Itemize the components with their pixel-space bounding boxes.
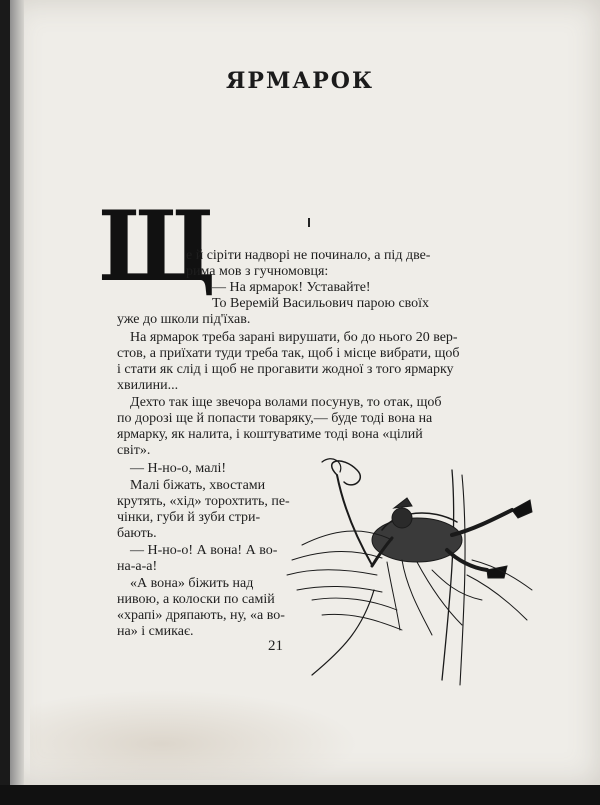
text-line: на» і смикає. xyxy=(117,624,194,639)
text-line: е й сіріти надворі не починало, а під две- xyxy=(186,248,431,263)
text-line: уже до школи під'їхав. xyxy=(117,312,251,327)
paper-stain xyxy=(30,690,360,780)
page-number: 21 xyxy=(268,638,283,654)
text-line: То Веремій Васильович парою своїх xyxy=(212,296,430,311)
text-line: чінки, губи й зуби стри- xyxy=(117,510,261,525)
text-line: хвилини... xyxy=(117,378,179,393)
page-gutter-shadow xyxy=(10,0,24,785)
text-line: і стати як слід і щоб не прогавити жодної з того ярмарку xyxy=(117,362,454,377)
text-line: нивою, а колоски по самій xyxy=(117,592,275,607)
text-line: на-а-а! xyxy=(117,559,158,574)
text-line: рима мов з гучномовця: xyxy=(186,264,329,279)
drop-cap: Щ xyxy=(98,190,217,303)
text-line: На ярмарок треба зарані вирушати, бо до нього 20 вер- xyxy=(130,330,458,345)
text-line: — Н-но-о! А вона! А во- xyxy=(130,543,278,558)
cart-rider-illustration xyxy=(282,450,542,690)
text-line: — Н-но-о, малі! xyxy=(130,461,227,476)
text-line: стов, а приїхати туди треба так, щоб і місце вибрати, щоб xyxy=(117,346,460,361)
text-line: бають. xyxy=(117,526,157,541)
ornament-mark xyxy=(308,218,310,227)
text-line: ярмарку, як налита, і коштуватиме тоді вона «цілий xyxy=(117,427,423,442)
text-line: «храпі» дряпають, ну, «а во- xyxy=(117,608,285,623)
text-line: Малі біжать, хвостами xyxy=(130,478,266,493)
text-line: по дорозі ще й попасти товаряку,— буде тоді вона на xyxy=(117,411,433,426)
text-line: «А вона» біжить над xyxy=(130,576,254,591)
text-line: Дехто так іще звечора волами посунув, то отак, щоб xyxy=(130,395,442,410)
text-line: світ». xyxy=(117,443,151,458)
chapter-title: ЯРМАРОК xyxy=(226,68,374,94)
text-line: крутять, «хід» торохтить, пе- xyxy=(117,494,290,509)
text-line: — На ярмарок! Уставайте! xyxy=(212,280,371,295)
scan-border xyxy=(0,785,600,805)
